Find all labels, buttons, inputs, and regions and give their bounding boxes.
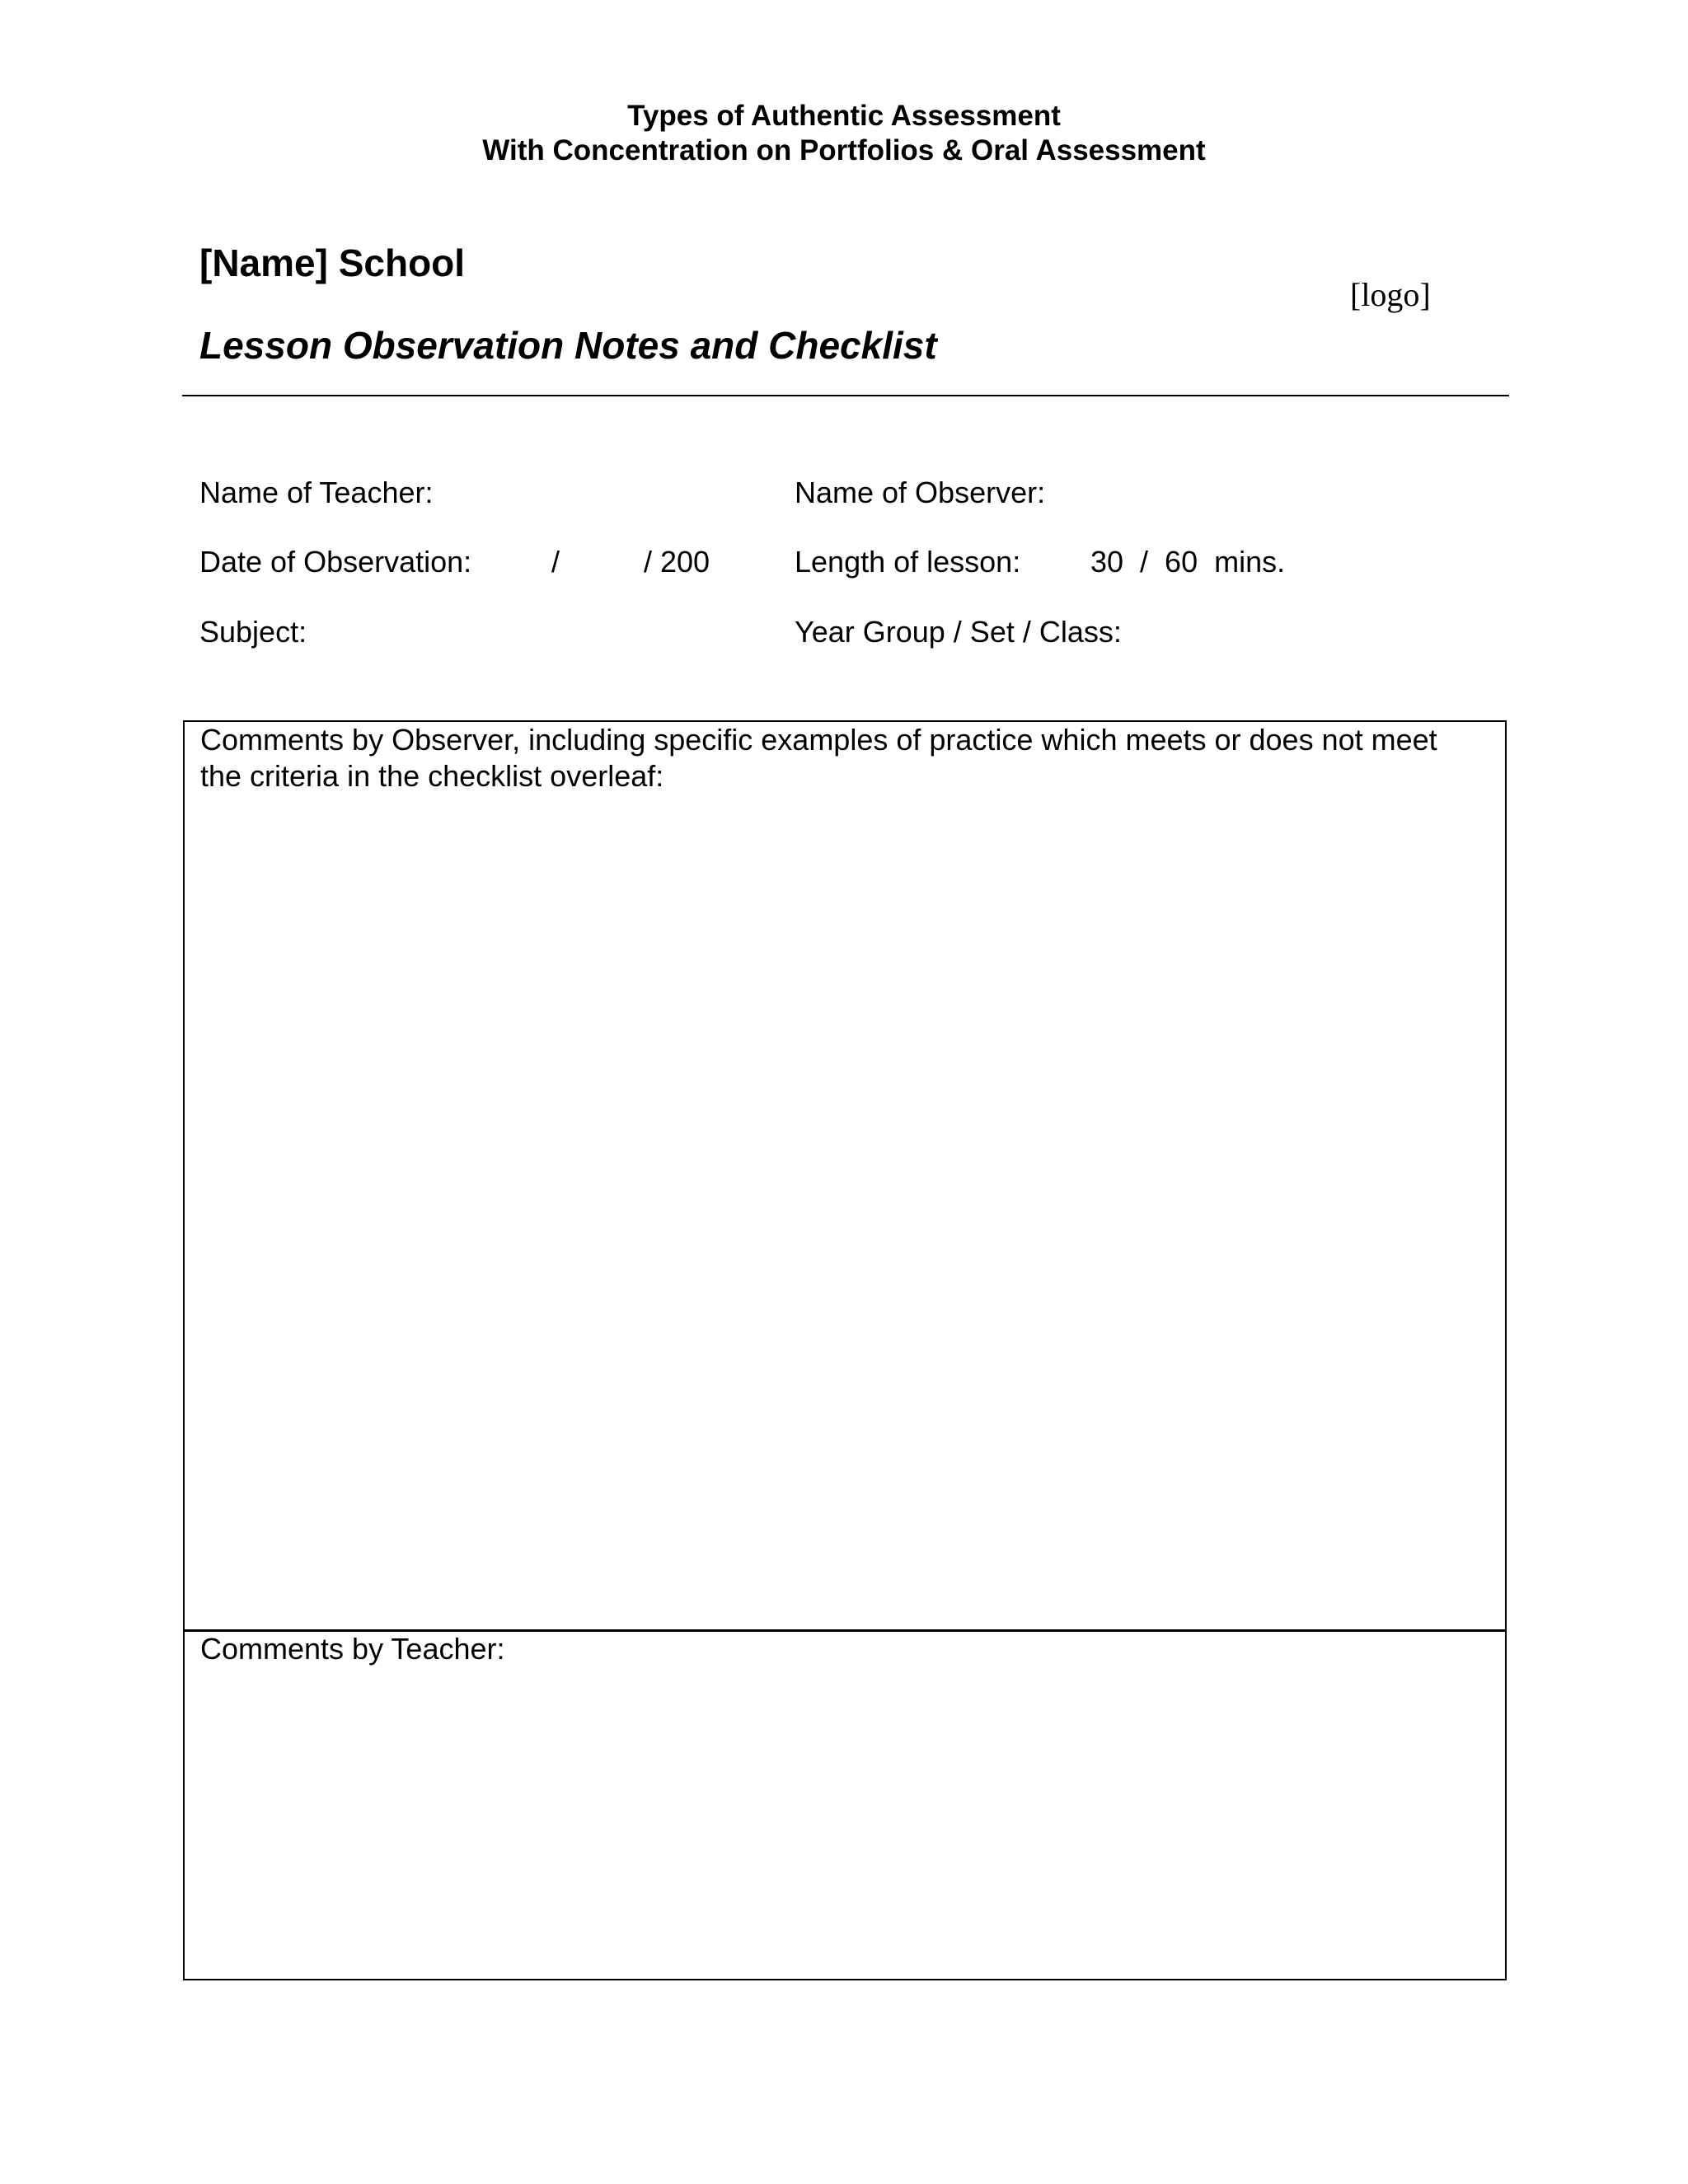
form-title: Lesson Observation Notes and Checklist <box>199 324 937 367</box>
observer-name-label: Name of Observer: <box>795 476 1046 509</box>
lesson-length-options: 30 / 60 mins. <box>1090 545 1286 579</box>
teacher-name-label: Name of Teacher: <box>199 476 434 509</box>
lesson-length-label: Length of lesson: <box>795 545 1021 579</box>
teacher-comments-box[interactable] <box>183 1629 1507 1980</box>
subject-label: Subject: <box>199 615 307 649</box>
date-year-prefix: / 200 <box>644 545 710 579</box>
teacher-comments-heading: Comments by Teacher: <box>200 1632 505 1666</box>
header-divider <box>182 395 1509 396</box>
date-label: Date of Observation: <box>199 545 472 579</box>
document-title-line-1: Types of Authentic Assessment <box>627 100 1061 132</box>
observer-comments-heading: Comments by Observer, including specific examples of practice which meets or does not meet the criteria in the checklist overleaf: <box>200 723 1437 793</box>
school-name: [Name] School <box>199 241 466 284</box>
year-group-label: Year Group / Set / Class: <box>795 615 1122 649</box>
logo-placeholder: [logo] <box>1350 276 1431 313</box>
observer-comments-box[interactable] <box>183 720 1507 1632</box>
document-title-line-2: With Concentration on Portfolios & Oral Assessment <box>482 134 1206 166</box>
date-separator: / <box>551 545 560 579</box>
